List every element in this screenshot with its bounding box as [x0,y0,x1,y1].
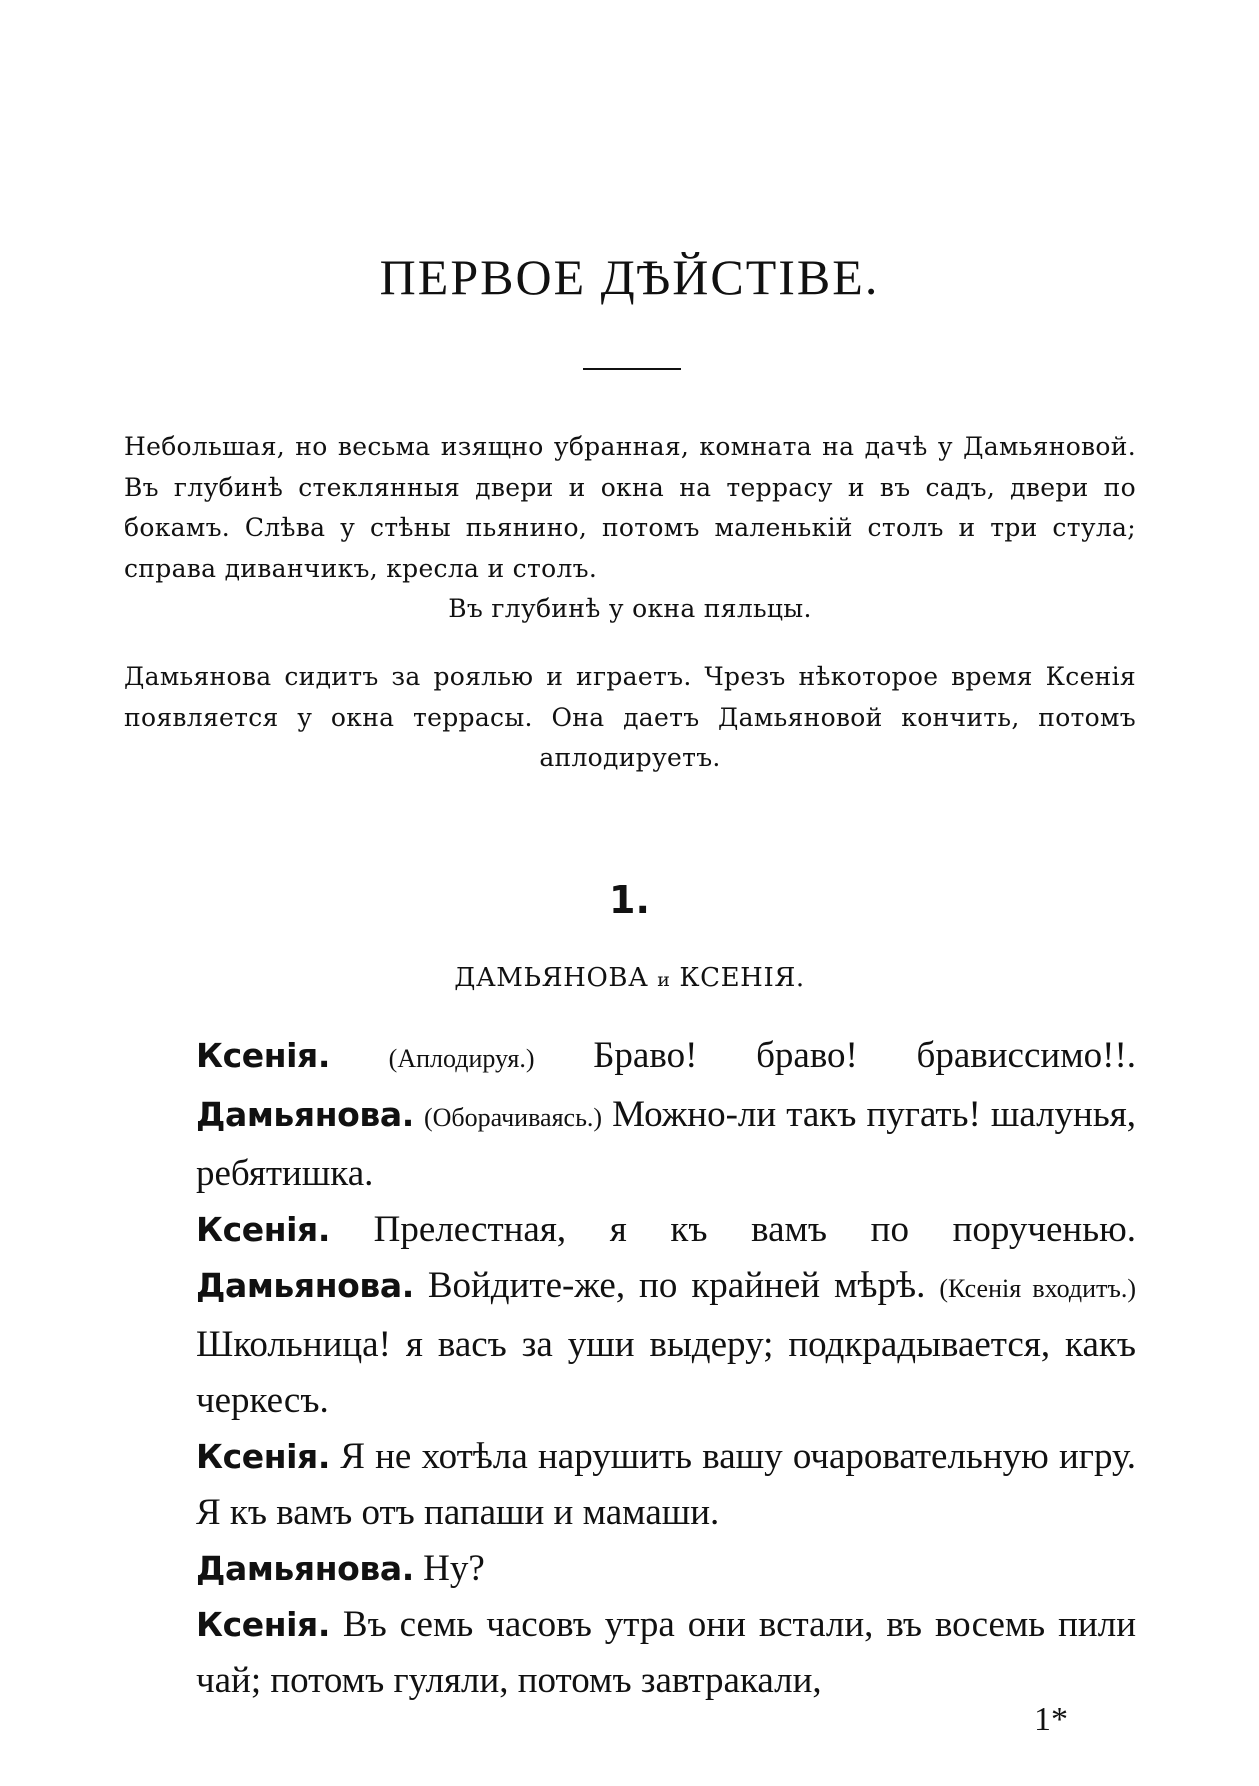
title-rule [583,368,681,370]
speech-text: Въ семь часовъ утра они встали, въ восемь пили чай; потомъ гуляли, потомъ завтракали, [196,1604,1136,1701]
speech-text: Браво! браво! брависсимо!!. [593,1035,1137,1076]
speaker-name: Дамьянова. [196,1266,414,1305]
speech-text: Прелестная, я къ вамъ по порученью. [373,1209,1137,1250]
speech-text: Можно-ли такъ пугать! шалунья, ребятишка. [196,1094,1136,1194]
stage-direction-setting [124,427,1136,630]
dialogue [124,1028,1136,1709]
speaker-name: Дамьянова. [196,1549,414,1588]
scene-number: 1. [609,878,650,922]
dialogue-line [124,1087,1136,1202]
signature-mark: 1* [1034,1701,1068,1738]
stage-note: (Оборачиваясь.) [423,1103,603,1132]
scene-cast [0,963,1259,993]
dialogue-line [124,1429,1136,1541]
setting-last-line: Въ глубинѣ у окна пяльцы. [448,594,812,623]
cast-b: КСЕНІЯ. [679,963,805,993]
speech-text-continued: Школьница! я васъ за уши выдеру; подкрадывается, какъ черкесъ. [196,1324,1136,1421]
dialogue-line [124,1258,1136,1429]
dialogue-line [124,1202,1136,1258]
dialogue-line [124,1597,1136,1709]
setting-text: Небольшая, но весьма изящно убранная, комната на дачѣ у Дамьяновой. Въ глубинѣ стеклянныя двери и окна на террасу и въ садъ, двери по бокамъ. Слѣва у стѣны пьянино, потомъ маленькій столъ и три стула; справа диванчикъ, кресла и столъ. [124,432,1136,583]
stage-direction-action: Дамьянова сидитъ за роялью и играетъ. Чрезъ нѣкоторое время Ксенія появляется у окна террасы. Она даетъ Дамьяновой кончить, потомъ аплодируетъ. [124,662,1136,772]
act-title: ПЕРВОЕ ДѢЙСТІВЕ. [379,249,880,305]
speaker-name: Ксенія. [196,1210,330,1249]
speech-text: Я не хотѣла нарушить вашу очаровательную игру. Я къ вамъ отъ папаши и мамаши. [196,1436,1137,1533]
dialogue-line [124,1541,1136,1597]
speaker-name: Ксенія. [196,1437,330,1476]
speaker-name: Дамьянова. [196,1095,414,1134]
cast-joiner: и [657,969,671,991]
speech-text: Войдите-же, по крайней мѣрѣ. [427,1265,926,1306]
cast-a: ДАМЬЯНОВА [454,963,649,993]
stage-note: (Аплодируя.) [388,1044,535,1073]
speaker-name: Ксенія. [196,1605,330,1644]
speech-text: Ну? [423,1548,485,1589]
speaker-name: Ксенія. [196,1036,330,1075]
dialogue-line [124,1028,1136,1087]
stage-note: (Ксенія входитъ.) [939,1274,1137,1303]
